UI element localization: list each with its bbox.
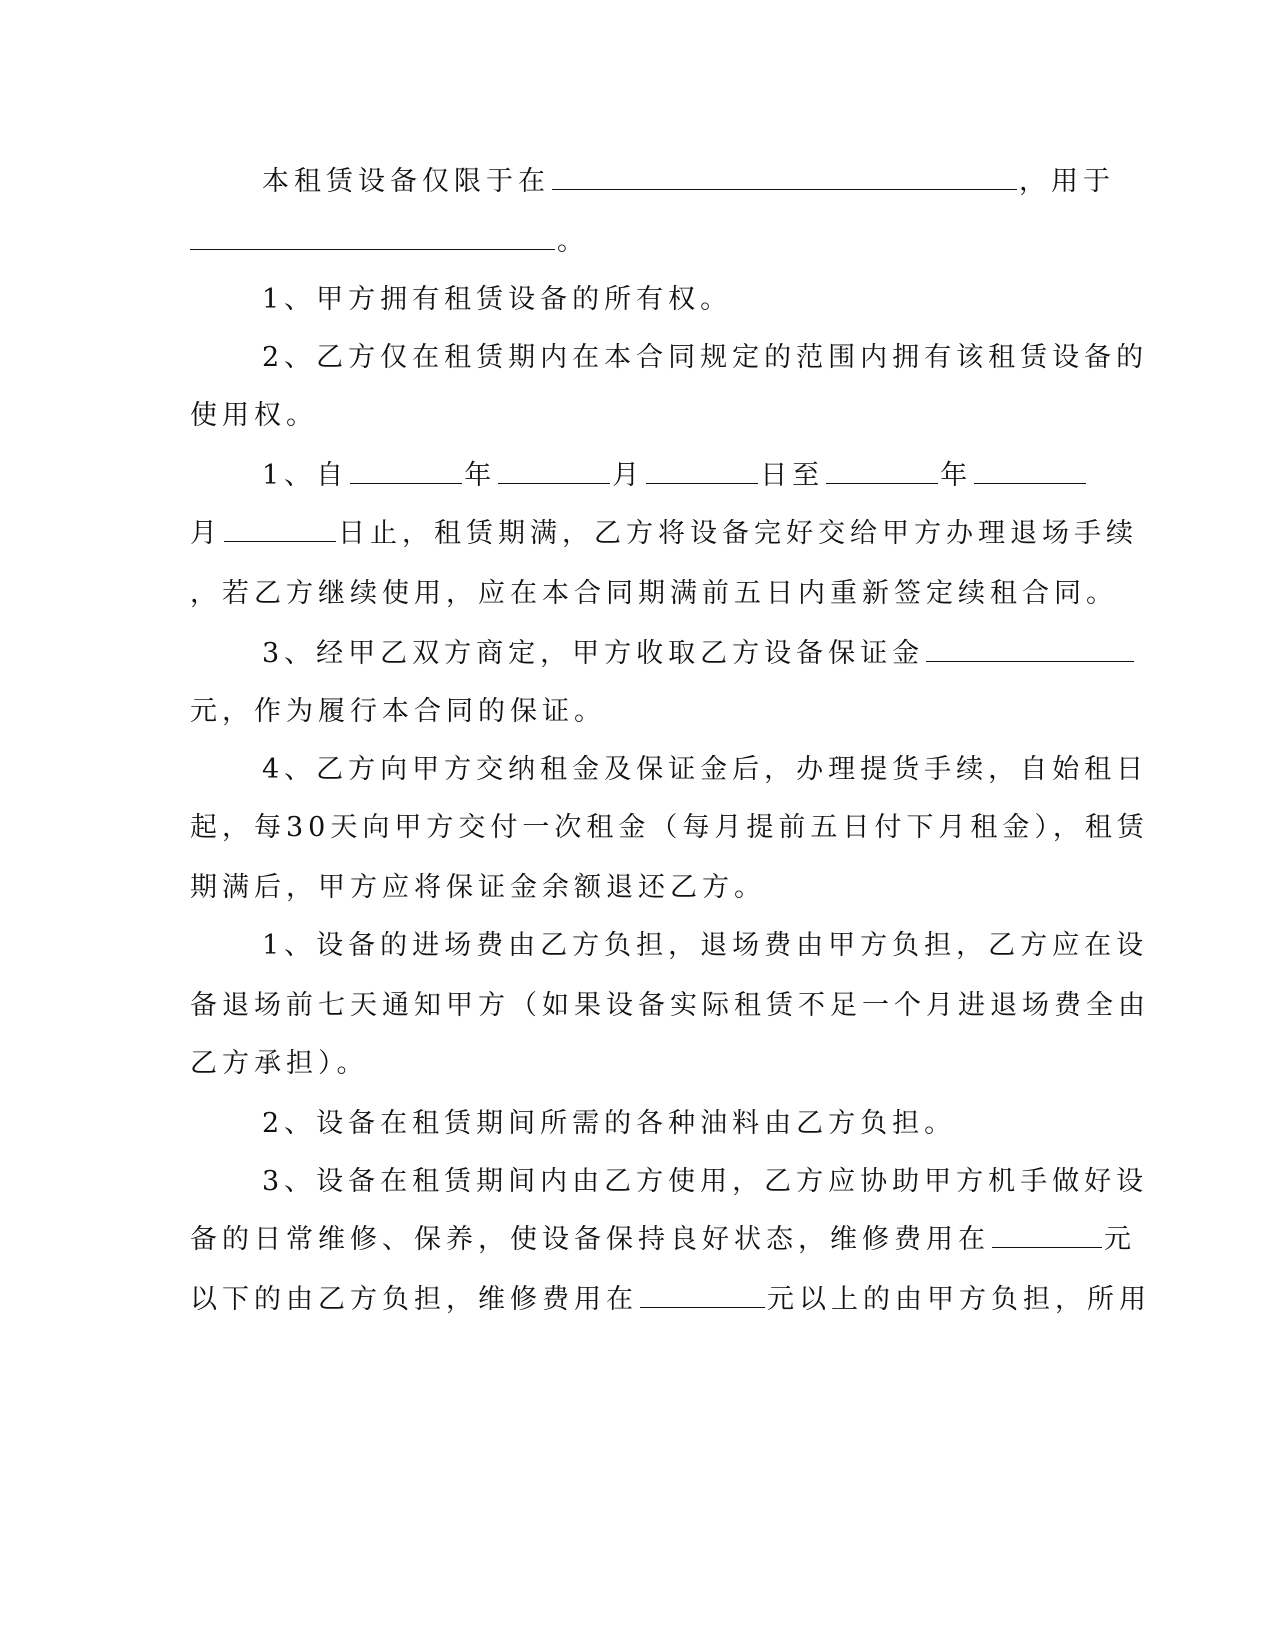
text-month: 月 bbox=[612, 460, 645, 491]
blank-usage[interactable] bbox=[190, 223, 555, 250]
clause-term-line1 bbox=[262, 456, 1070, 496]
blank-start-year[interactable] bbox=[350, 457, 462, 484]
clause-fee-line2: 备退场前七天通知甲方（如果设备实际租赁不足一个月进退场费全由 bbox=[190, 990, 1150, 1021]
blank-end-month[interactable] bbox=[974, 457, 1086, 484]
text-day-to: 日至 bbox=[760, 460, 825, 491]
clause-repair-line1: 3、设备在租赁期间内由乙方使用，乙方应协助甲方机手做好设 bbox=[262, 1166, 1149, 1197]
text-repair-cost: 备的日常维修、保养，使设备保持良好状态，维修费用在 bbox=[190, 1224, 990, 1255]
text-yuan: 元 bbox=[1104, 1224, 1136, 1255]
clause-fee-line1: 1、设备的进场费由乙方负担，退场费由甲方负担，乙方应在设 bbox=[262, 930, 1149, 961]
clause-repair-line2 bbox=[190, 1220, 1136, 1260]
clause-ownership-1: 1、甲方拥有租赁设备的所有权。 bbox=[262, 284, 733, 315]
blank-end-day[interactable] bbox=[224, 515, 336, 542]
clause-location-line1 bbox=[262, 162, 1115, 202]
clause-payment-line3: 期满后，甲方应将保证金余额退还乙方。 bbox=[190, 872, 766, 903]
clause-ownership-2-line2: 使用权。 bbox=[190, 400, 318, 431]
clause-payment-line2: 起，每30天向甲方交付一次租金（每月提前五日付下月租金），租赁 bbox=[190, 812, 1149, 843]
blank-start-day[interactable] bbox=[646, 457, 758, 484]
text-repair-below: 以下的由乙方负担，维修费用在 bbox=[190, 1284, 638, 1315]
clause-ownership-2-line1: 2、乙方仅在租赁期内在本合同规定的范围内拥有该租赁设备的 bbox=[262, 342, 1149, 373]
text-month-2: 月 bbox=[190, 518, 222, 549]
clause-oil: 2、设备在租赁期间所需的各种油料由乙方负担。 bbox=[262, 1108, 957, 1139]
blank-end-year[interactable] bbox=[826, 457, 938, 484]
clause-term-line2 bbox=[190, 514, 1138, 554]
clause-payment-line1: 4、乙方向甲方交纳租金及保证金后，办理提货手续，自始租日 bbox=[262, 754, 1149, 785]
clause-deposit-line2: 元，作为履行本合同的保证。 bbox=[190, 696, 606, 727]
text-deposit: 3、经甲乙双方商定，甲方收取乙方设备保证金 bbox=[262, 638, 925, 669]
text-year: 年 bbox=[464, 460, 497, 491]
clause-repair-line3 bbox=[190, 1280, 1151, 1320]
text-term-from: 1、自 bbox=[262, 460, 349, 491]
clause-term-line3: ，若乙方继续使用，应在本合同期满前五日内重新签定续租合同。 bbox=[190, 578, 1118, 609]
blank-repair-threshold-low[interactable] bbox=[992, 1221, 1102, 1248]
blank-start-month[interactable] bbox=[498, 457, 610, 484]
text-location-prefix: 本租赁设备仅限于在 bbox=[262, 166, 550, 197]
text-period-end: 。 bbox=[557, 226, 589, 257]
clause-location-line2 bbox=[190, 222, 1070, 262]
blank-deposit-amount[interactable] bbox=[926, 635, 1134, 662]
clause-fee-line3: 乙方承担）。 bbox=[190, 1048, 369, 1079]
clause-deposit-line1 bbox=[262, 634, 1070, 674]
blank-repair-threshold-high[interactable] bbox=[640, 1281, 765, 1308]
text-year-2: 年 bbox=[940, 460, 973, 491]
blank-location[interactable] bbox=[552, 163, 1017, 190]
text-use-for: ，用于 bbox=[1019, 166, 1115, 197]
text-repair-above: 元以上的由甲方负担，所用 bbox=[767, 1284, 1151, 1315]
text-term-rest: 日止，租赁期满，乙方将设备完好交给甲方办理退场手续 bbox=[338, 518, 1138, 549]
